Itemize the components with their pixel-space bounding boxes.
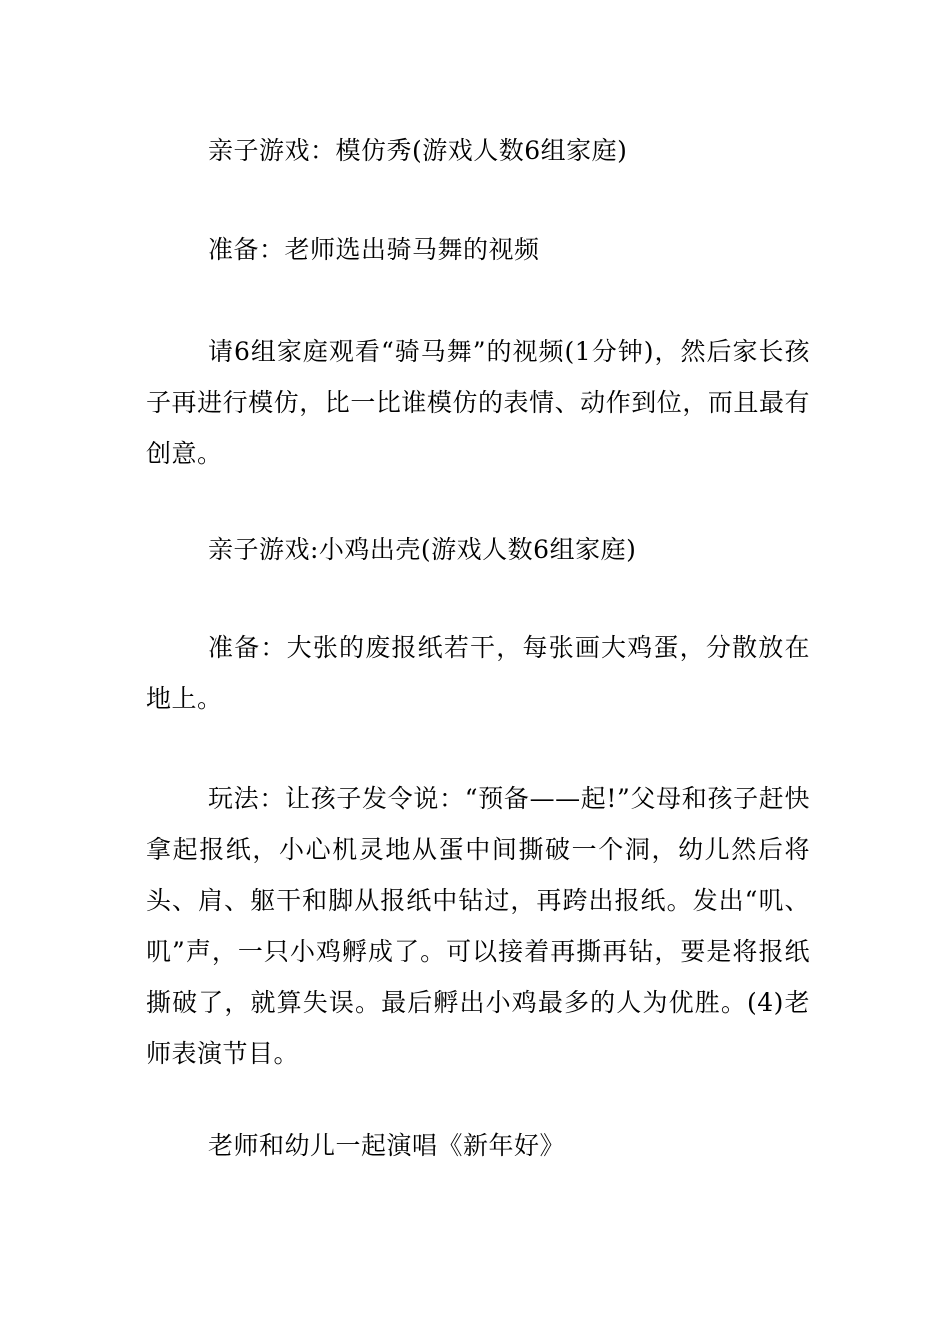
preparation-chick-hatching: 准备：大张的废报纸若干，每张画大鸡蛋，分散放在地上。 bbox=[146, 633, 810, 713]
game-title-chick-hatching: 亲子游戏:小鸡出壳(游戏人数6组家庭) bbox=[208, 535, 637, 564]
instructions-imitation-show: 请6组家庭观看“骑马舞”的视频(1分钟)，然后家长孩子再进行模仿，比一比谁模仿的表情、动作到位，而且最有创意。 bbox=[146, 337, 810, 468]
closing-song-paragraph: 老师和幼儿一起演唱《新年好》 bbox=[208, 1131, 566, 1160]
game-title-imitation-show: 亲子游戏：模仿秀(游戏人数6组家庭) bbox=[208, 136, 628, 165]
rules-chick-hatching: 玩法：让孩子发令说：“预备——起!”父母和孩子赶快拿起报纸，小心机灵地从蛋中间撕破一个洞，幼儿然后将头、肩、躯干和脚从报纸中钻过，再跨出报纸。发出“叽、叽”声，一只小鸡孵成了。可以接着再撕再钻，要是将报纸撕破了，就算失误。最后孵出小鸡最多的人为优胜。(4)老师表演节目。 bbox=[146, 784, 810, 1068]
preparation-imitation-show: 准备：老师选出骑马舞的视频 bbox=[208, 235, 540, 264]
